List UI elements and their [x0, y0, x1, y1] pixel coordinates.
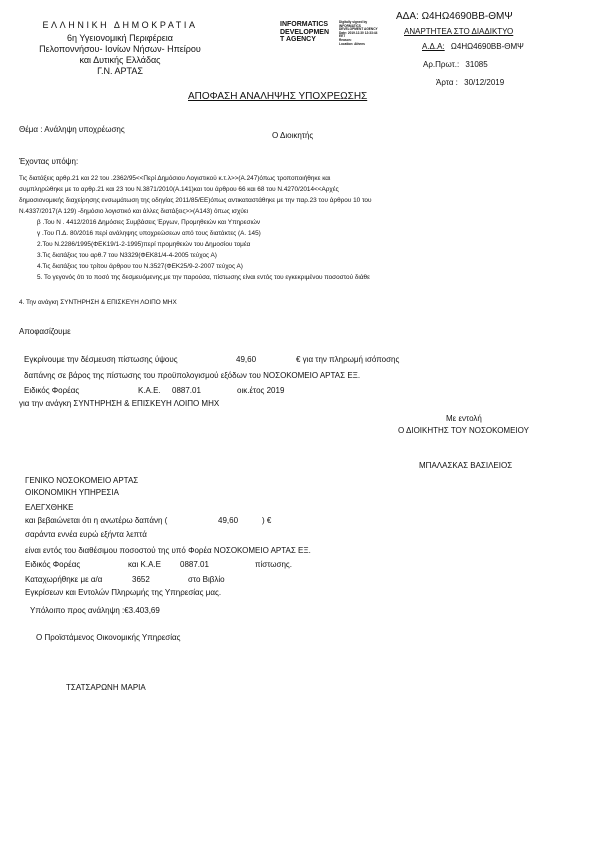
region-line-2: Πελοποννήσου- Ιονίων Νήσων- Ηπείρου: [39, 44, 201, 54]
book-label: στο Βιβλίο: [188, 575, 225, 584]
basis-item-c: γ .Του Π.Δ. 80/2016 περί ανάληψης υποχρεώσεων από τους διατάκτες (Α. 145): [37, 230, 261, 237]
we-decide: Αποφασίζουμε: [19, 327, 71, 336]
checked-label: ΕΛΕΓΧΘΗΚΕ: [25, 503, 74, 512]
registered-label: Καταχωρήθηκε με α/α: [25, 575, 103, 584]
date-label: Άρτα :: [436, 78, 458, 87]
having-in-mind: Έχοντας υπόψη:: [19, 157, 79, 166]
signature-stamp: [280, 21, 338, 44]
director-name: ΜΠΑΛΑΣΚΑΣ ΒΑΣΙΛΕΙΟΣ: [419, 461, 513, 470]
ada-row: [422, 42, 524, 51]
basis-item-3: 3.Τις διατάξεις του αρθ.7 του Ν3329(ΦΕΚ81/4-4-2005 τεύχος Α): [37, 252, 217, 259]
approve-end: € για την πληρωμή ισόποσης: [296, 355, 400, 364]
sig-detail-3: DEVELOPMENT AGENCY: [339, 27, 378, 32]
signature-details: [339, 21, 399, 46]
kae-label: Κ.Α.Ε.: [138, 386, 161, 395]
approvals-book: Εγκρίσεων και Εντολών Πληρωμής της Υπηρεσίας μας.: [25, 588, 222, 597]
kae-code-2: 0887.01: [180, 560, 209, 569]
head-of-finance-name: ΤΣΑΤΣΑΡΩΝΗ ΜΑΡΙΑ: [66, 683, 146, 692]
date-value: 30/12/2019: [464, 78, 505, 87]
issuer: Ο Διοικητής: [272, 131, 314, 140]
amount-in-words: σαράντα εννέα ευρώ εξήντα λεπτά: [25, 530, 147, 539]
date-row: [436, 78, 504, 87]
sig-detail-7: Location: Athens: [339, 41, 365, 46]
special-body-label: Ειδικός Φορέας: [24, 386, 80, 395]
ada-label: Α.Δ.Α:: [422, 42, 445, 51]
state-title: ΕΛΛΗΝΙΚΗ ΔΗΜΟΚΡΑΤΙΑ: [42, 20, 198, 30]
financial-service: ΟΙΚΟΝΟΜΙΚΗ ΥΠΗΡΕΣΙΑ: [25, 488, 119, 497]
region-line-3: και Δυτικής Ελλάδας: [79, 55, 161, 65]
protocol-label: Αρ.Πρωτ.:: [423, 60, 460, 69]
basis-line-4: Ν.4337/2017(Α 129) -δημόσιο λογιστικό και άλλες διατάξεις>>(Α143) όπως ισχύει: [19, 208, 249, 215]
ada-top: ΑΔΑ: Ω4ΗΩ4690ΒΒ-ΘΜΨ: [396, 11, 513, 22]
sig-detail-4: Date: 2019.12.30 12:33:44: [339, 30, 378, 35]
protocol-row: [423, 60, 488, 69]
ada-value: Ω4ΗΩ4690ΒΒ-ΘΜΨ: [450, 42, 524, 51]
basis-line-1: Τις διατάξεις αρθρ.21 και 22 του .2362/95<<Περί Δημόσιου Λογιστικού κ.τ.λ>>(Α.247)όπως τροποποιήθηκε και: [19, 175, 331, 182]
director-title: Ο ΔΙΟΙΚΗΤΗΣ ΤΟΥ ΝΟΣΟΚΟΜΕΙΟΥ: [398, 426, 529, 435]
sig-detail-5: EET: [339, 34, 346, 39]
kae-code: 0887.01: [172, 386, 201, 395]
within-quota: είναι εντός του διαθέσιμου ποσοστού της υπό Φορέα ΝΟΣΟΚΟΜΕΙΟ ΑΡΤΑΣ ΕΞ.: [25, 546, 311, 555]
basis-item-4: 4.Τις διατάξεις του τρίτου άρθρου του Ν.3527(ΦΕΚ25/9-2-2007 τεύχος Α): [37, 263, 243, 270]
stamp-line-1: INFORMATICS: [280, 21, 329, 28]
sig-detail-1: Digitally signed by: [339, 20, 368, 24]
hospital-name: Γ.Ν. ΑΡΤΑΣ: [97, 66, 143, 76]
credit-label: πίστωσης.: [255, 560, 292, 569]
hospital-heading: ΓΕΝΙΚΟ ΝΟΣΟΚΟΜΕΙΟ ΑΡΤΑΣ: [25, 476, 139, 485]
basis-item-5: 5. Το γεγονός ότι το ποσό της δεσμευόμενης,με την παρούσα, πίστωσης είναι εντός του εγκεκριμένου ποσοστού διάθε: [37, 274, 370, 281]
approve-text: Εγκρίνουμε την δέσμευση πίστωσης ύψους: [24, 355, 178, 364]
kae-label-2: και Κ.Α.Ε: [128, 560, 161, 569]
burden-line: δαπάνης σε βάρος της πίστωσης του προϋπολογισμού εξόδων του ΝΟΣΟΚΟΜΕΙΟ ΑΡΤΑΣ ΕΞ.: [24, 371, 361, 380]
head-of-finance: Ο Προϊστάμενος Οικονομικής Υπηρεσίας: [36, 633, 181, 642]
need-line: 4. Την ανάγκη ΣΥΝΤΗΡΗΣΗ & ΕΠΙΣΚΕΥΗ ΛΟΙΠΟ ΜΗΧ: [19, 299, 177, 306]
basis-item-b: β .Του Ν . 4412/2016 Δημόσιες Συμβάσεις Έργων, Προμηθειών και Υπηρεσιών: [37, 219, 261, 226]
basis-item-2: 2.Του Ν.2286/1995(ΦΕΚ19/1-2-1995)περί προμηθειών του Δημοσίου τομέα: [37, 241, 251, 248]
basis-line-2: συμπληρώθηκε με το αρθρ.21 και 23 του Ν.3871/2010(Α.141)και του άρθρου 66 και 68 του Ν.4270/2014<<Αρχές: [19, 186, 339, 193]
certify-end: ) €: [262, 516, 272, 525]
balance-remaining: Υπόλοιπο προς ανάληψη :€3.403,69: [30, 606, 160, 615]
document-title: ΑΠΟΦΑΣΗ ΑΝΑΛΗΨΗΣ ΥΠΟΧΡΕΩΣΗΣ: [188, 91, 368, 102]
certify-amount: 49,60: [218, 516, 239, 525]
special-body-label-2: Ειδικός Φορέας: [25, 560, 81, 569]
purpose-line: για την ανάγκη ΣΥΝΤΗΡΗΣΗ & ΕΠΙΣΚΕΥΗ ΛΟΙΠΟ ΜΗΧ: [19, 399, 220, 408]
stamp-line-2: DEVELOPMEN: [280, 28, 330, 36]
sig-detail-2: INFORMATICS: [339, 23, 361, 28]
approve-amount: 49,60: [236, 355, 257, 364]
sig-detail-6: Reason:: [339, 37, 352, 42]
certify-text: και βεβαιώνεται ότι η ανωτέρω δαπάνη (: [25, 516, 168, 525]
by-order: Με εντολή: [446, 414, 482, 423]
posted-online: ΑΝΑΡΤΗΤΕΑ ΣΤΟ ΔΙΑΔΙΚΤΥΟ: [404, 27, 514, 36]
basis-line-3: δημοσιονομικής διαχείρησης ενσωμάτωση της οδηγίας 2011/85/ΕΕ)όπως αντικαταστάθηκε με την παρ.23 του άρθρου 10 του: [19, 197, 372, 204]
subject-line: Θέμα : Ανάληψη υποχρέωσης: [19, 125, 125, 134]
registration-number: 3652: [132, 575, 150, 584]
region-name: 6η Υγειονομική Περιφέρεια: [67, 33, 173, 43]
protocol-number: 31085: [465, 60, 488, 69]
fiscal-year: οικ.έτος 2019: [237, 386, 285, 395]
stamp-line-3: T AGENCY: [280, 36, 316, 44]
